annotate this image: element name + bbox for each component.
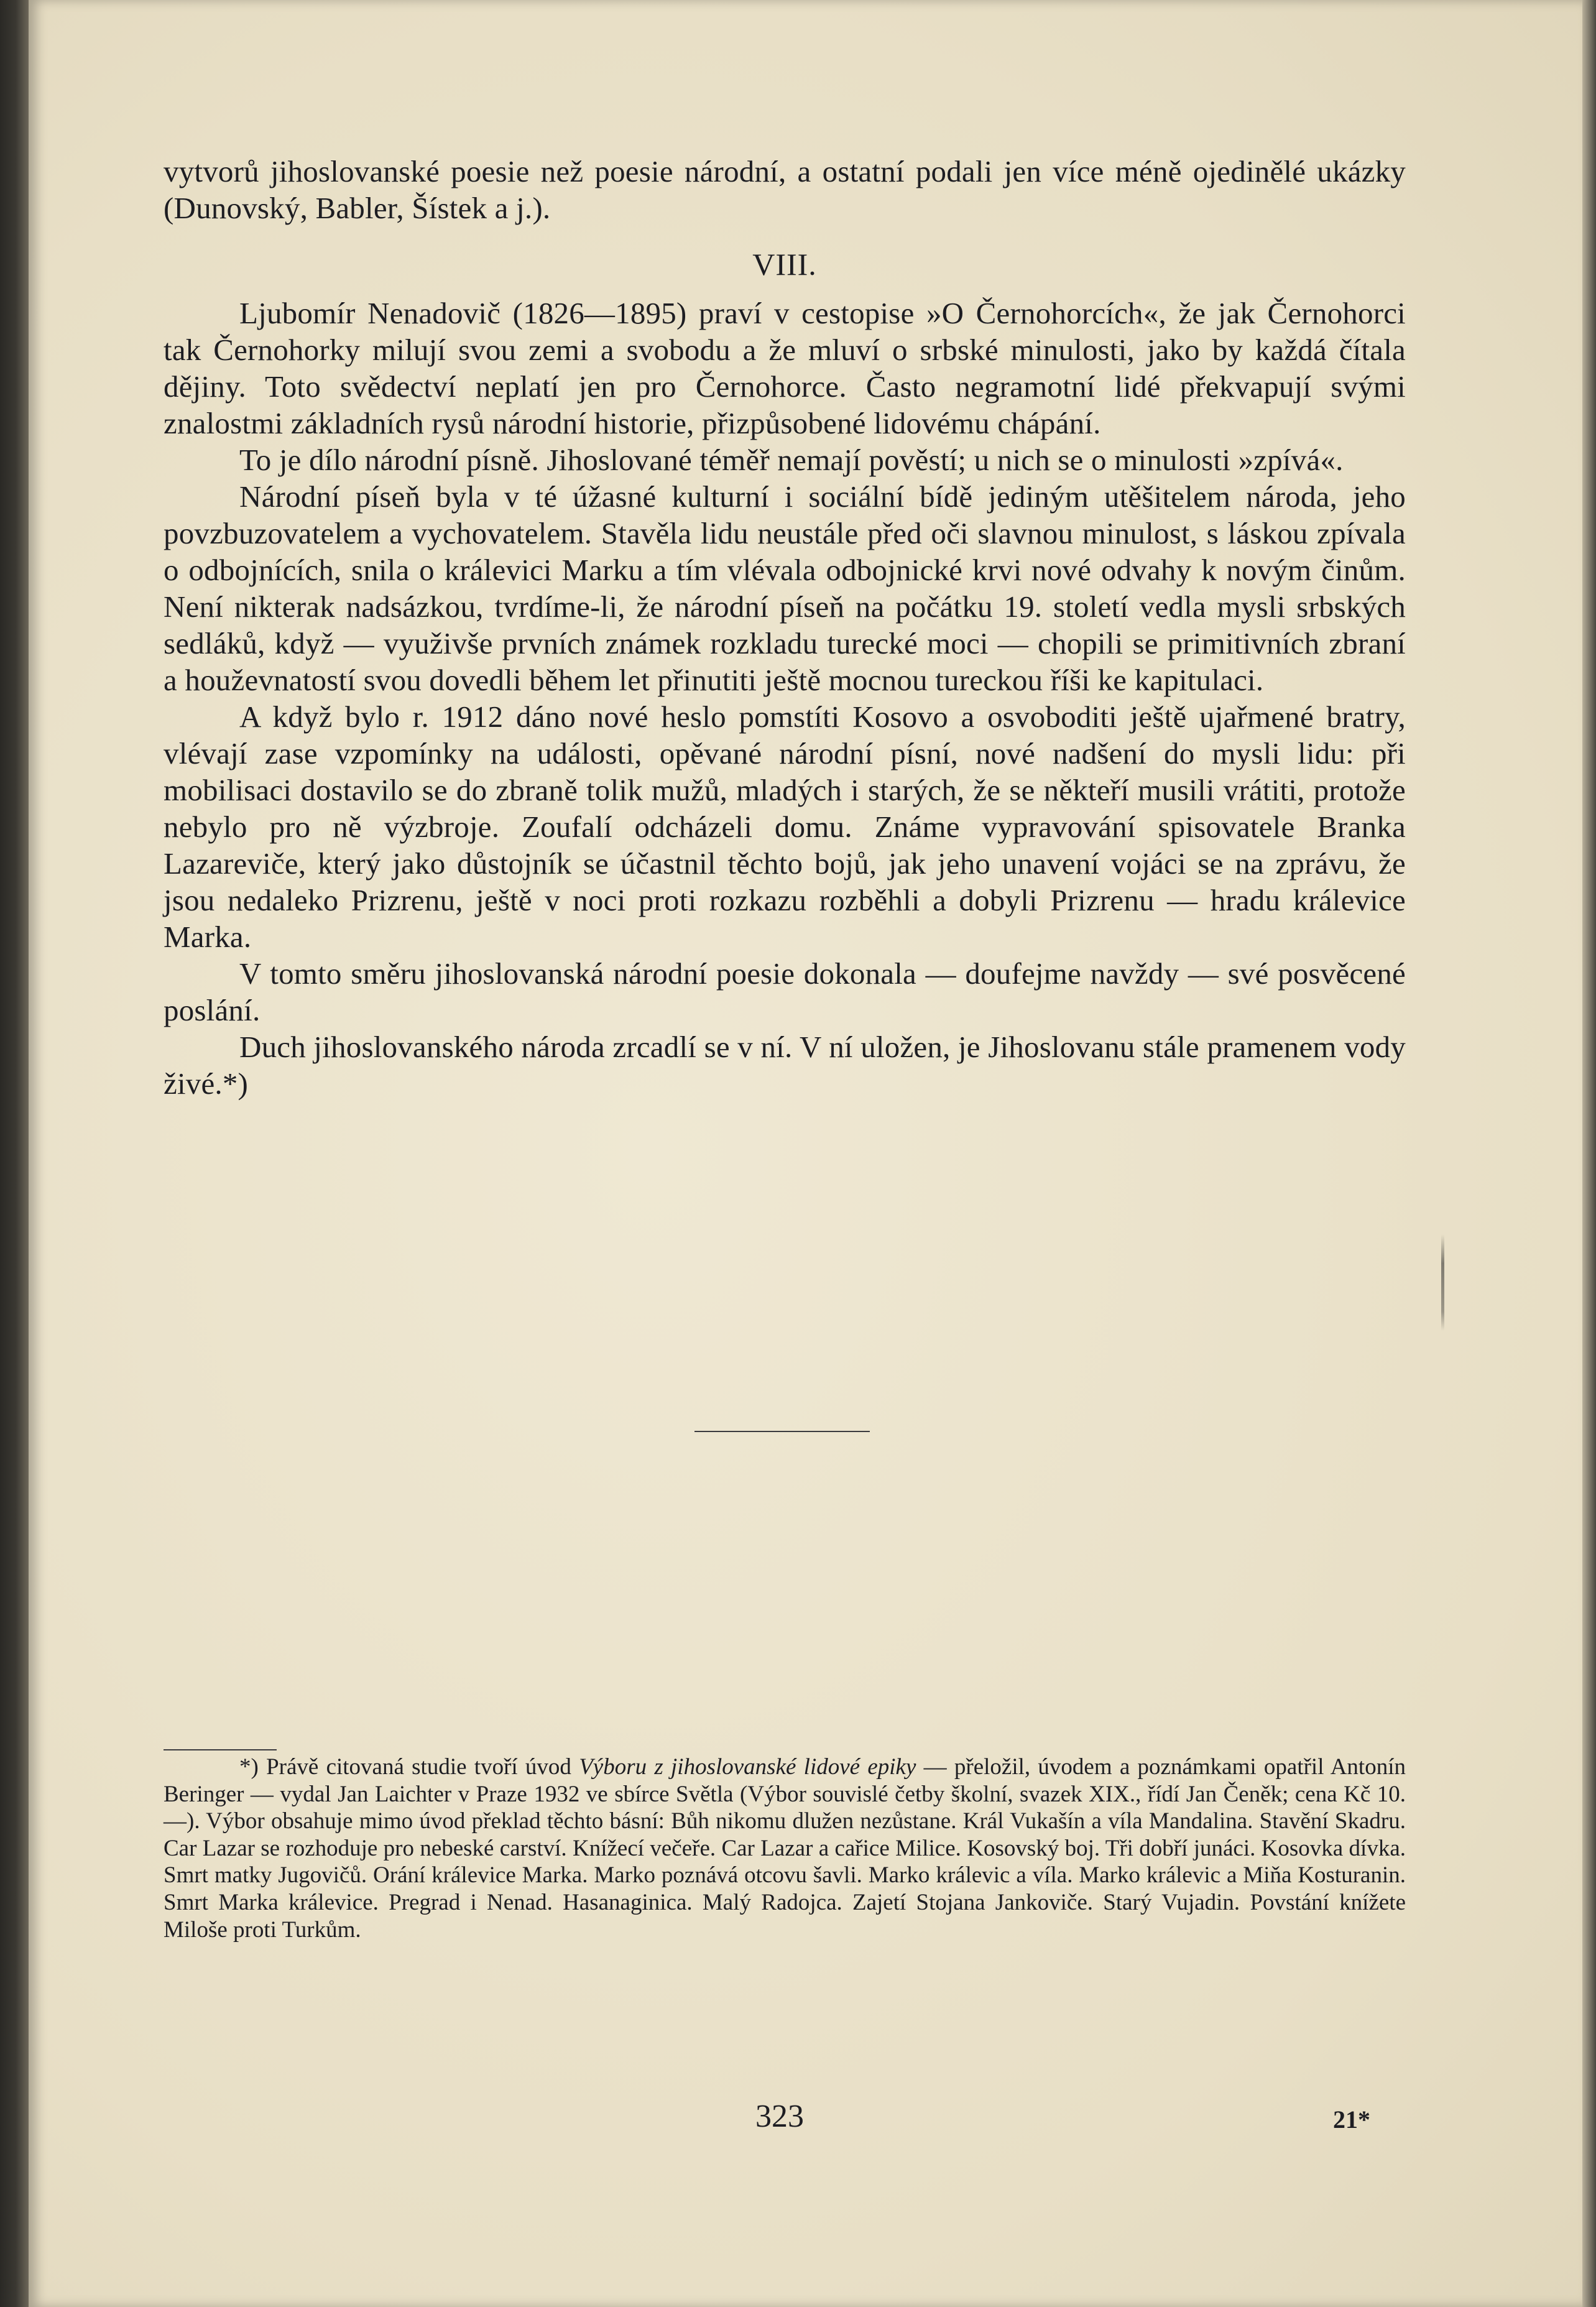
- paragraph: To je dílo národní písně. Jihoslované téměř nemají pověstí; u nich se o minulosti »zpívá«.: [239, 443, 1344, 477]
- paragraph: A když bylo r. 1912 dáno nové heslo pomstíti Kosovo a osvoboditi ještě ujařmené bratry, vlévají zase vzpomínky na události, opěvané národní písní, nové nadšení do mysli lidu: při mobilisaci dostavilo se do zbraně tolik mužů, mladých i starých, že se někteří musili vrátiti, protože nebylo pro ně výzbroje. Zoufalí odcházeli domu. Známe vypravování spisovatele Branka Lazareviče, který jako důstojník se účastnil těchto bojů, jak jeho unavení vojáci se na zprávu, že jsou nedaleko Prizrenu, ještě v noci proti rozkazu rozběhli a dobyli Prizrenu — hradu králevice Marka.: [164, 700, 1406, 954]
- scan-right-edge: [1582, 0, 1596, 2307]
- paragraph: Duch jihoslovanského národa zrcadlí se v ní. V ní uložen, je Jihoslovanu stále pramenem vody živé.*): [164, 1030, 1406, 1101]
- pencil-margin-mark: [1441, 1234, 1444, 1331]
- footnote-book-title: Výboru z jihoslovanské lidové epiky: [579, 1754, 916, 1780]
- main-text: [164, 153, 1406, 1102]
- signature-mark: 21*: [1333, 2106, 1370, 2134]
- paragraph: V tomto směru jihoslovanská národní poesie dokonala — doufejme navždy — své posvěcené poslání.: [164, 956, 1406, 1027]
- footnote: [164, 1754, 1406, 1943]
- section-heading: VIII.: [752, 247, 817, 282]
- footnote-rule: [164, 1749, 277, 1750]
- paragraph: Ljubomír Nenadovič (1826—1895) praví v cestopise »O Černohorcích«, že jak Černohorci tak Černohorky milují svou zemi a svobodu a že mluví o srbské minulosti, jako by každá čítala dějiny. Toto svědectví neplatí jen pro Černohorce. Často negramotní lidé překvapují svými znalostmi základních rysů národní historie, přizpůsobené lidovému chápání.: [164, 296, 1406, 440]
- paragraph: Národní píseň byla v té úžasné kulturní i sociální bídě jediným utěšitelem národa, jeho povzbuzovatelem a vychovatelem. Stavěla lidu neustále před oči slavnou minulost, s láskou zpívala o odbojnících, snila o králevici Marku a tím vlévala odbojnické krvi nové odvahy k novým činům. Není nikterak nadsázkou, tvrdíme-li, že národní píseň na počátku 19. století vedla mysli srbských sedláků, když — využivše prvních známek rozkladu turecké moci — chopili se primitivních zbraní a houževnatostí svou dovedli během let přinutiti ještě mocnou tureckou říši ke kapitulaci.: [164, 479, 1406, 697]
- footnote-text: — přeložil, úvodem a poznámkami opatřil Antonín Beringer — vydal Jan Laichter v Praze 1932 ve sbírce Světla (Výbor souvislé četby školní, svazek XIX., řídí Jan Čeněk; cena Kč 10.—). Výbor obsahuje mimo úvod překlad těchto básní: Bůh nikomu dlužen nezůstane. Král Vukašín a víla Mandalina. Stavění Skadru. Car Lazar se rozhoduje pro nebeské carství. Knížecí večeře. Car Lazar a cařice Milice. Kosovský boj. Tři dobří junáci. Kosovka dívka. Smrt matky Jugovičů. Orání králevice Marka. Marko poznává otcovu šavli. Marko králevic a víla. Marko králevic a Miňa Kosturanin. Smrt Marka králevice. Pregrad i Nenad. Hasanaginica. Malý Radojca. Zajetí Stojana Jankoviče. Starý Vujadin. Povstání knížete Miloše proti Turkům.: [164, 1754, 1406, 1943]
- page-number: 323: [755, 2099, 804, 2134]
- paragraph-intro: vytvorů jihoslovanské poesie než poesie národní, a ostatní podali jen více méně ojedinělé ukázky (Dunovský, Babler, Šístek a j.).: [164, 154, 1406, 225]
- section-end-rule: [694, 1431, 870, 1432]
- book-page: [29, 0, 1582, 2307]
- scan-left-edge: [0, 0, 29, 2307]
- footnote-marker: *) Právě citovaná studie tvoří úvod: [239, 1754, 579, 1780]
